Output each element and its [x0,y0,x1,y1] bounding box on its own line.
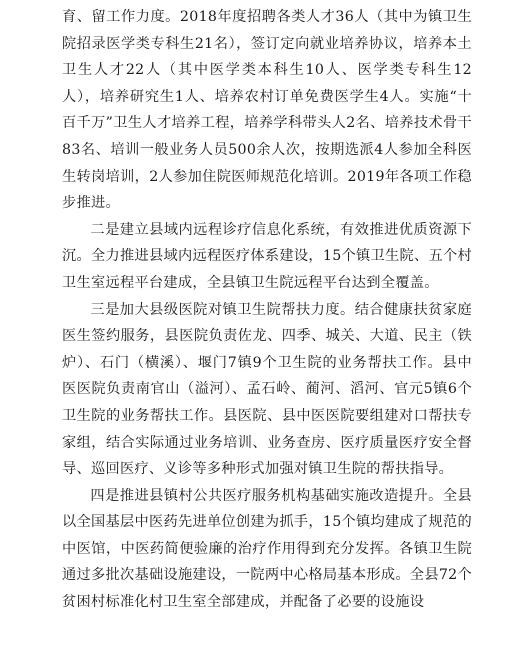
document-body [62,4,472,616]
paragraph-facility-upgrade: 四是推进县镇村公共医疗服务机构基础实施改造提升。全县以全国基层中医药先进单位创建为抓手，15个镇均建成了规范的中医馆，中医药简便验廉的治疗作用得到充分发挥。各镇卫生院通过多批次基础设施建设，一院两中心格局基本形成。全县72个贫困村标准化村卫生室全部建成，并配备了必要的设施设 [62,487,472,611]
paragraph-talent-training: 育、留工作力度。2018年度招聘各类人才36人（其中为镇卫生院招录医学类专科生21名），签订定向就业培养协议，培养本土卫生人才22人（其中医学类本科生10人、医学类专科生12人），培养研究生1人、培养农村订单免费医学生4人。实施“十百千万”卫生人才培养工程，培养学科带头人2名、培养技术骨干83名、培训一般业务人员500余人次，按期选派4人参加全科医生转岗培训，2人参加住院医师规范化培训。2019年各项工作稳步推进。 [62,9,472,212]
paragraph-remote-diagnosis: 二是建立县域内远程诊疗信息化系统，有效推进优质资源下沉。全力推进县域内远程医疗体系建设，15个镇卫生院、五个村卫生室远程平台建成，全县镇卫生院远程平台达到全覆盖。 [62,221,472,291]
paragraph-hospital-assistance: 三是加大县级医院对镇卫生院帮扶力度。结合健康扶贫家庭医生签约服务，县医院负责佐龙、四季、城关、大道、民主（铁炉）、石门（横溪）、堰门7镇9个卫生院的业务帮扶工作。县中医医院负责南官山（溢河）、孟石岭、蔺河、滔河、官元5镇6个卫生院的业务帮扶工作。县医院、县中医医院要组建对口帮扶专家组，结合实际通过业务培训、业务查房、医疗质量医疗安全督导、巡回医疗、义诊等多种形式加强对镇卫生院的帮扶指导。 [62,301,472,478]
